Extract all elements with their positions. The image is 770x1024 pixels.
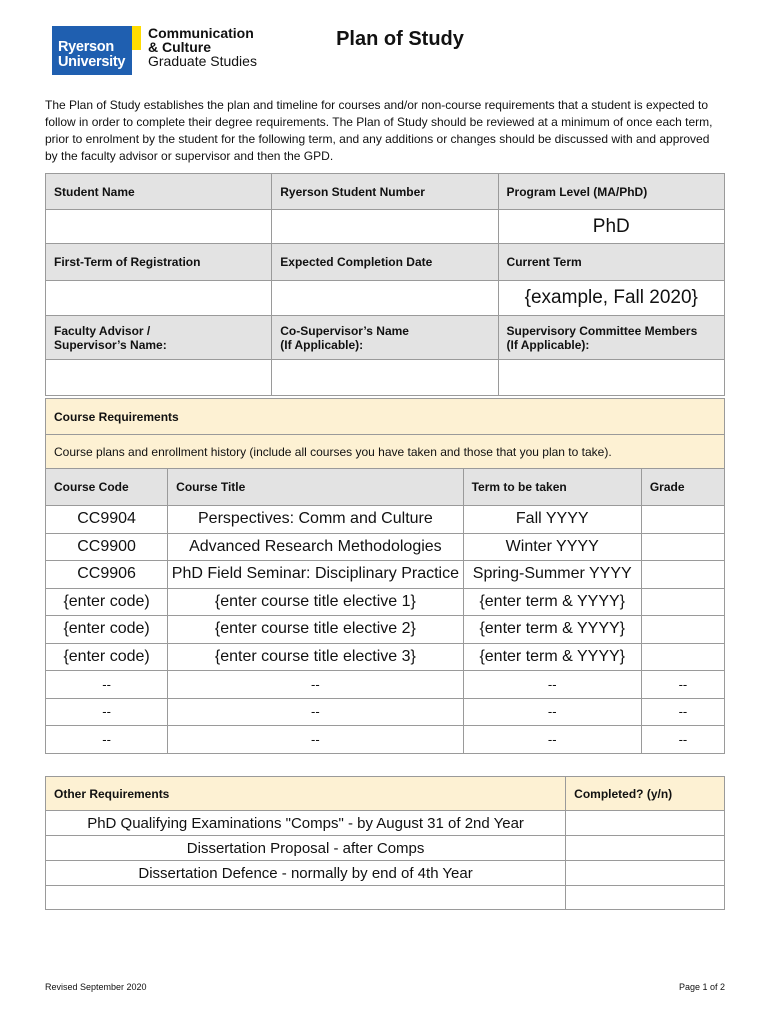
advisor-field[interactable]	[46, 360, 272, 396]
course-requirements-table	[45, 398, 725, 754]
course-grade-cell[interactable]: --	[641, 698, 724, 726]
intro-paragraph: The Plan of Study establishes the plan and timeline for courses and/or non-course requirements that a student is expected to follow in order to complete their degree requirements. The Plan of Study should be reviewed at a minimum of once each term, prior to enrolment by the student for the following term, and any additions or changes should be discussed with and approved by the faculty advisor or supervisor and then the GPD.	[45, 98, 713, 163]
logo-line-1: Ryerson	[58, 39, 114, 55]
course-grade-cell[interactable]	[641, 506, 724, 534]
completion-date-field[interactable]	[272, 281, 498, 316]
other-requirements-table	[45, 776, 725, 910]
course-section-note: Course plans and enrollment history (include all courses you have taken and those that you plan to take).	[46, 435, 725, 469]
student-name-field[interactable]	[46, 210, 272, 244]
course-term-cell[interactable]: Spring-Summer YYYY	[463, 561, 641, 589]
course-row	[46, 506, 725, 534]
program-level-label: Program Level (MA/PhD)	[498, 174, 724, 210]
student-info-table	[45, 173, 725, 396]
page-number: Page 1 of 2	[678, 982, 725, 992]
requirement-text[interactable]: PhD Qualifying Examinations "Comps" - by August 31 of 2nd Year	[46, 811, 566, 836]
course-term-cell[interactable]: Fall YYYY	[463, 506, 641, 534]
requirement-text[interactable]	[46, 886, 566, 910]
course-code-cell[interactable]: CC9906	[46, 561, 168, 589]
course-title-header: Course Title	[168, 469, 463, 506]
completion-date-label: Expected Completion Date	[272, 244, 498, 281]
logo-wordmark	[148, 26, 257, 68]
committee-label	[498, 316, 724, 360]
course-term-cell[interactable]: {enter term & YYYY}	[463, 588, 641, 616]
logo-line-2: University	[58, 54, 126, 70]
course-grade-cell[interactable]: --	[641, 726, 724, 754]
committee-label-line-1: Supervisory Committee Members	[506, 323, 698, 338]
course-code-cell[interactable]: --	[46, 671, 168, 699]
cosupervisor-label-line-1: Co-Supervisor’s Name	[280, 323, 409, 338]
requirement-row	[46, 886, 725, 910]
course-term-cell[interactable]: {enter term & YYYY}	[463, 643, 641, 671]
requirement-completed-field[interactable]	[566, 811, 725, 836]
logo-text-3: Graduate Studies	[148, 53, 257, 69]
course-title-cell[interactable]: {enter course title elective 2}	[168, 616, 463, 644]
first-term-label: First-Term of Registration	[46, 244, 272, 281]
requirement-completed-field[interactable]	[566, 886, 725, 910]
advisor-label-line-2: Supervisor’s Name:	[54, 337, 167, 352]
course-title-cell[interactable]: {enter course title elective 3}	[168, 643, 463, 671]
student-number-field[interactable]	[272, 210, 498, 244]
course-row	[46, 588, 725, 616]
course-term-cell[interactable]: --	[463, 698, 641, 726]
course-grade-cell[interactable]: --	[641, 671, 724, 699]
course-grade-cell[interactable]	[641, 561, 724, 589]
course-row	[46, 561, 725, 589]
course-code-cell[interactable]: {enter code)	[46, 616, 168, 644]
course-code-header: Course Code	[46, 469, 168, 506]
course-grade-cell[interactable]	[641, 643, 724, 671]
course-code-cell[interactable]: --	[46, 726, 168, 754]
course-title-cell[interactable]: --	[168, 726, 463, 754]
logo-text-2: & Culture	[148, 39, 211, 55]
course-row	[46, 643, 725, 671]
course-title-cell[interactable]: Advanced Research Methodologies	[168, 533, 463, 561]
course-code-cell[interactable]: {enter code)	[46, 588, 168, 616]
current-term-label: Current Term	[498, 244, 724, 281]
course-term-cell[interactable]: {enter term & YYYY}	[463, 616, 641, 644]
course-title-cell[interactable]: --	[168, 698, 463, 726]
first-term-field[interactable]	[46, 281, 272, 316]
term-header: Term to be taken	[463, 469, 641, 506]
course-title-cell[interactable]: {enter course title elective 1}	[168, 588, 463, 616]
course-code-cell[interactable]: CC9900	[46, 533, 168, 561]
course-grade-cell[interactable]	[641, 533, 724, 561]
course-row	[46, 533, 725, 561]
requirement-text[interactable]: Dissertation Defence - normally by end of 4th Year	[46, 861, 566, 886]
requirement-row	[46, 861, 725, 886]
page-title: Plan of Study	[336, 28, 464, 50]
current-term-field[interactable]: {example, Fall 2020}	[498, 281, 724, 316]
course-title-cell[interactable]: PhD Field Seminar: Disciplinary Practice	[168, 561, 463, 589]
requirement-completed-field[interactable]	[566, 861, 725, 886]
committee-field[interactable]	[498, 360, 724, 396]
cosupervisor-label-line-2: (If Applicable):	[280, 337, 364, 352]
committee-label-line-2: (If Applicable):	[506, 337, 590, 352]
requirement-completed-field[interactable]	[566, 836, 725, 861]
course-term-cell[interactable]: --	[463, 671, 641, 699]
program-level-field[interactable]: PhD	[498, 210, 724, 244]
course-title-cell[interactable]: Perspectives: Comm and Culture	[168, 506, 463, 534]
course-term-cell[interactable]: Winter YYYY	[463, 533, 641, 561]
student-name-label: Student Name	[46, 174, 272, 210]
course-grade-cell[interactable]	[641, 616, 724, 644]
course-section-title: Course Requirements	[46, 399, 725, 435]
requirement-row	[46, 836, 725, 861]
course-code-cell[interactable]: --	[46, 698, 168, 726]
advisor-label-line-1: Faculty Advisor /	[54, 323, 151, 338]
completed-header: Completed? (y/n)	[566, 777, 725, 811]
cosupervisor-field[interactable]	[272, 360, 498, 396]
cosupervisor-label	[272, 316, 498, 360]
course-code-cell[interactable]: CC9904	[46, 506, 168, 534]
other-requirements-header: Other Requirements	[46, 777, 566, 811]
course-row	[46, 726, 725, 754]
advisor-label	[46, 316, 272, 360]
course-row	[46, 616, 725, 644]
course-grade-cell[interactable]	[641, 588, 724, 616]
logo-accent	[132, 26, 141, 50]
logo-text-1: Communication	[148, 25, 254, 41]
student-number-label: Ryerson Student Number	[272, 174, 498, 210]
revision-note: Revised September 2020	[45, 982, 147, 992]
course-term-cell[interactable]: --	[463, 726, 641, 754]
grade-header: Grade	[641, 469, 724, 506]
course-code-cell[interactable]: {enter code)	[46, 643, 168, 671]
logo-mark	[52, 26, 132, 75]
course-row	[46, 671, 725, 699]
course-title-cell[interactable]: --	[168, 671, 463, 699]
course-row	[46, 698, 725, 726]
requirement-text[interactable]: Dissertation Proposal - after Comps	[46, 836, 566, 861]
requirement-row	[46, 811, 725, 836]
